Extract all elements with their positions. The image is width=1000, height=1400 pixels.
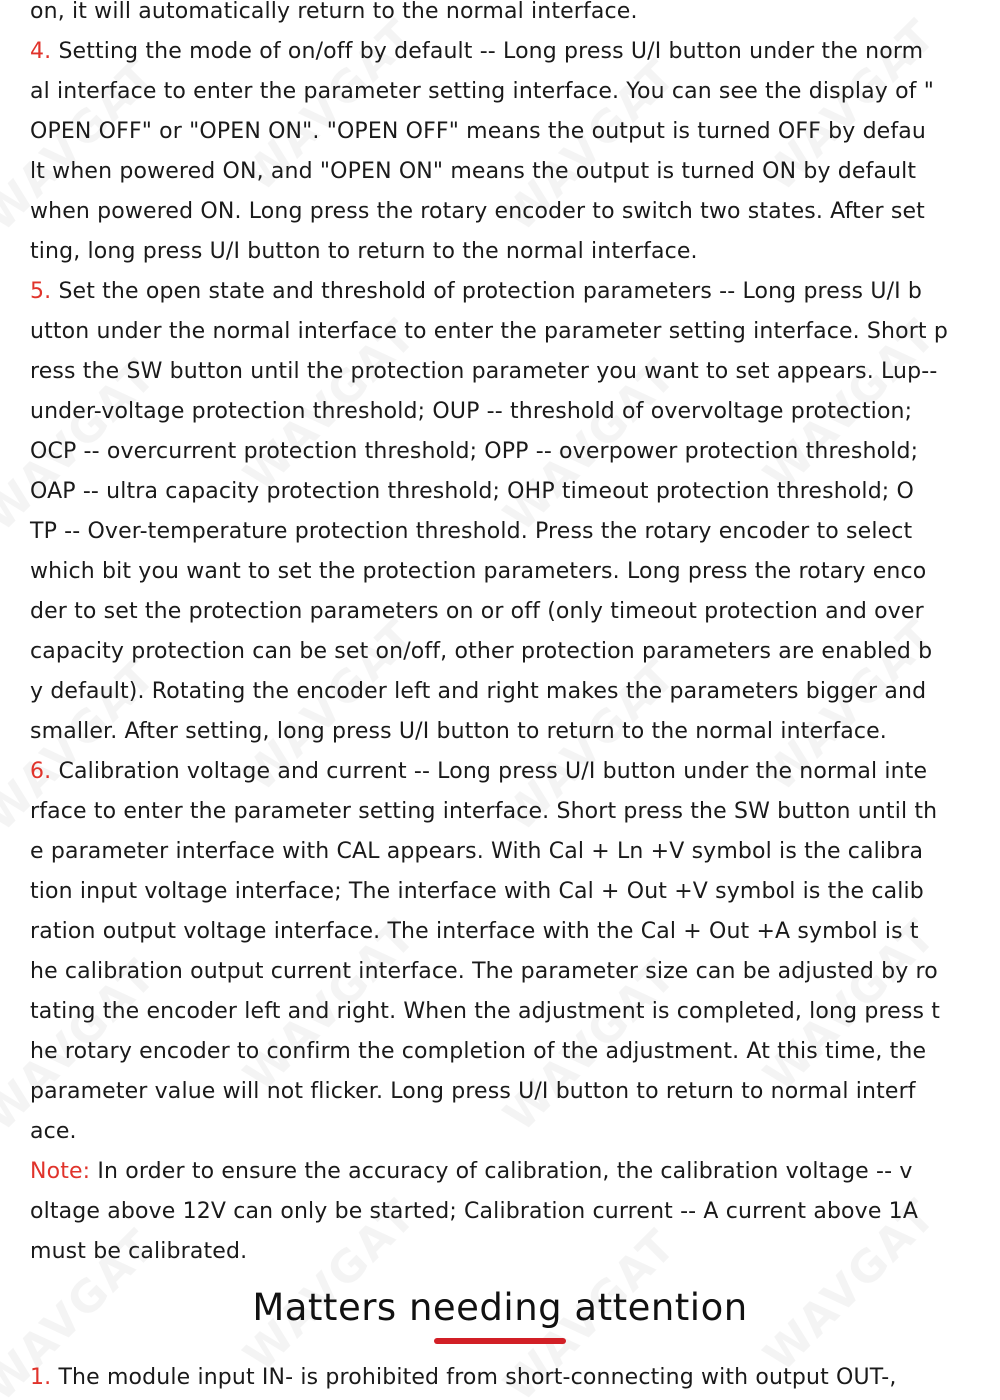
text-line [30,0,978,32]
section-heading-block [0,1278,1000,1344]
line-text: lt when powered ON, and "OPEN ON" means the output is turned ON by default [30,159,917,184]
text-line [30,752,978,792]
line-text: Set the open state and threshold of protection parameters -- Long press U/I b [51,279,923,304]
text-line [30,392,978,432]
line-text: smaller. After setting, long press U/I button to return to the normal interface. [30,719,887,744]
line-text: he calibration output current interface. The parameter size can be adjusted by ro [30,959,938,984]
line-text: y default). Rotating the encoder left and right makes the parameters bigger and [30,679,927,704]
line-text: ress the SW button until the protection parameter you want to set appears. Lup-- [30,359,938,384]
text-line [30,272,978,312]
line-text: capacity protection can be set on/off, other protection parameters are enabled b [30,639,933,664]
text-line [30,592,978,632]
line-text: he rotary encoder to confirm the completion of the adjustment. At this time, the [30,1039,927,1064]
text-line [30,312,978,352]
text-line [30,72,978,112]
text-line [30,632,978,672]
line-text: OAP -- ultra capacity protection threshold; OHP timeout protection threshold; O [30,479,914,504]
text-line [30,1072,978,1112]
text-line [30,832,978,872]
line-text: under-voltage protection threshold; OUP -- threshold of overvoltage protection; [30,399,913,424]
item-number: Note: [30,1159,91,1184]
line-text: In order to ensure the accuracy of calibration, the calibration voltage -- v [90,1159,913,1184]
item-number: 5. [30,279,52,304]
line-text: Setting the mode of on/off by default -- Long press U/I button under the norm [51,39,924,64]
line-text: der to set the protection parameters on or off (only timeout protection and over [30,599,924,624]
item-number: 6. [30,759,52,784]
text-line [30,472,978,512]
line-text: ace. [30,1119,77,1144]
text-line [30,352,978,392]
text-line [30,1232,978,1272]
item-number: 4. [30,39,52,64]
line-text: tating the encoder left and right. When the adjustment is completed, long press t [30,999,940,1024]
attention-item-1 [30,1358,897,1398]
line-text: ration output voltage interface. The interface with the Cal + Out +A symbol is t [30,919,919,944]
text-line [30,992,978,1032]
line-text: TP -- Over-temperature protection threshold. Press the rotary encoder to select [30,519,913,544]
text-line [30,152,978,192]
text-line [30,112,978,152]
instruction-text-body [30,0,978,1272]
line-text: al interface to enter the parameter setting interface. You can see the display of " [30,79,934,104]
text-line [30,1032,978,1072]
text-line [30,192,978,232]
text-line [30,552,978,592]
text-line [30,512,978,552]
item-text: The module input IN- is prohibited from short-connecting with output OUT-, [51,1365,897,1390]
heading-underline [434,1338,566,1344]
section-heading: Matters needing attention [252,1286,748,1329]
line-text: e parameter interface with CAL appears. With Cal + Ln +V symbol is the calibra [30,839,924,864]
text-line [30,232,978,272]
line-text: OPEN OFF" or "OPEN ON". "OPEN OFF" means the output is turned OFF by defau [30,119,926,144]
text-line [30,792,978,832]
line-text: oltage above 12V can only be started; Calibration current -- A current above 1A [30,1199,919,1224]
line-text: Calibration voltage and current -- Long press U/I button under the normal inte [51,759,928,784]
line-text: tion input voltage interface; The interface with Cal + Out +V symbol is the calib [30,879,924,904]
line-text: ting, long press U/I button to return to the normal interface. [30,239,698,264]
text-line [30,712,978,752]
text-line [30,1112,978,1152]
text-line [30,432,978,472]
text-line [30,952,978,992]
line-text: OCP -- overcurrent protection threshold; OPP -- overpower protection threshold; [30,439,919,464]
text-line [30,1152,978,1192]
text-line [30,1192,978,1232]
line-text: parameter value will not flicker. Long press U/I button to return to normal interf [30,1079,916,1104]
item-number: 1. [30,1365,52,1390]
text-line [30,32,978,72]
text-line [30,672,978,712]
text-line [30,912,978,952]
text-line [30,872,978,912]
line-text: rface to enter the parameter setting interface. Short press the SW button until th [30,799,938,824]
line-text: must be calibrated. [30,1239,248,1264]
line-text: on, it will automatically return to the normal interface. [30,0,638,24]
line-text: which bit you want to set the protection parameters. Long press the rotary enco [30,559,927,584]
line-text: utton under the normal interface to enter the parameter setting interface. Short p [30,319,948,344]
line-text: when powered ON. Long press the rotary encoder to switch two states. After set [30,199,925,224]
